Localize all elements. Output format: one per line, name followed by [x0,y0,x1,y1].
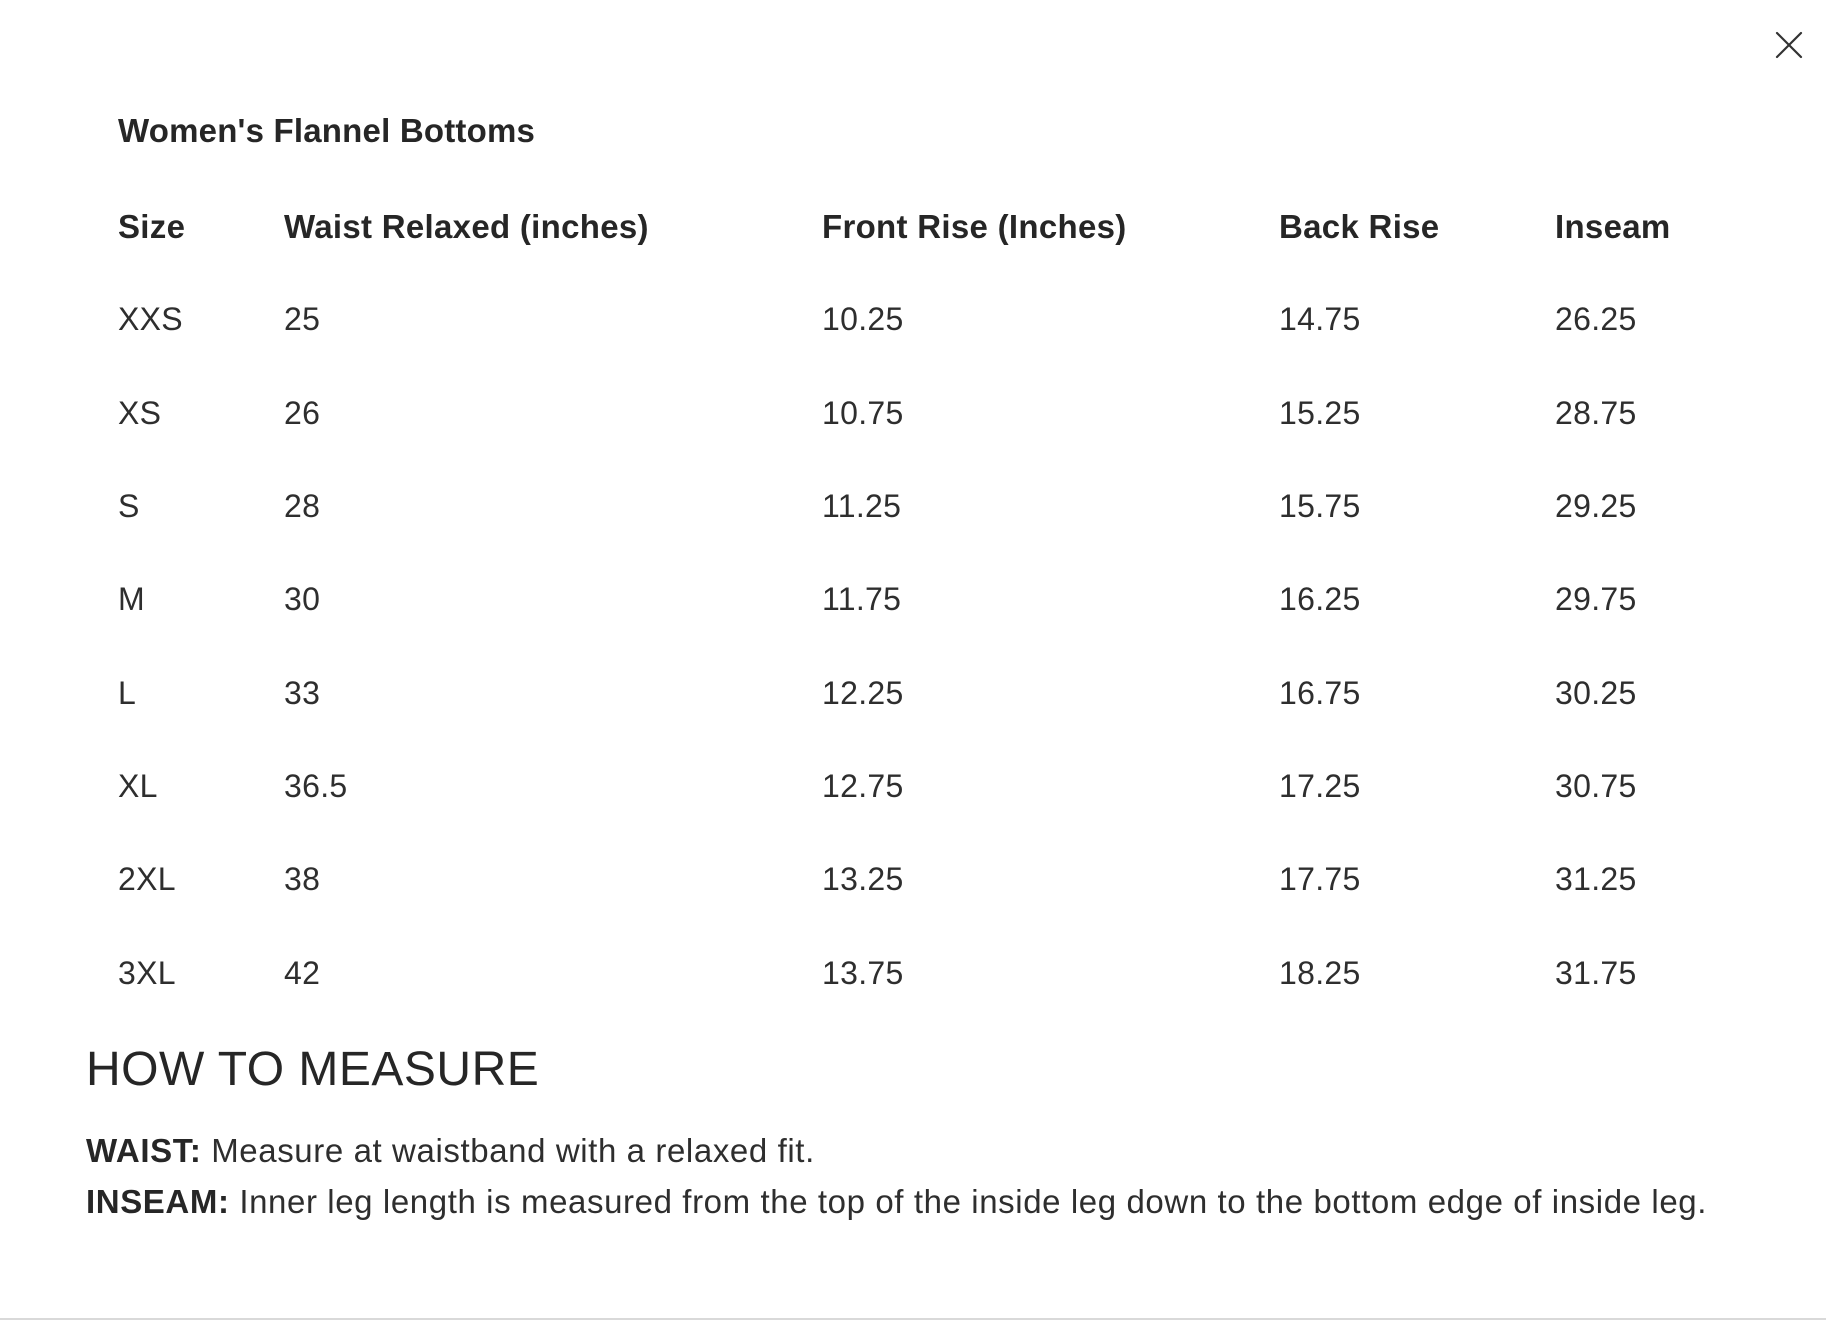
table-row [118,833,1728,926]
cell-waist: 25 [284,301,321,338]
measure-text-waist: Measure at waistband with a relaxed fit. [201,1132,815,1169]
measure-text-inseam: Inner leg length is measured from the top of the inside leg down to the bottom edge of inside leg. [229,1183,1707,1220]
cell-size: M [118,581,145,618]
cell-front-rise: 12.25 [822,674,904,711]
header-size: Size [118,207,186,245]
size-table [118,180,1728,1020]
table-header-row [118,180,1728,273]
cell-waist: 30 [284,581,321,618]
cell-inseam: 26.25 [1555,301,1637,338]
table-row [118,926,1728,1019]
table-row [118,553,1728,646]
measure-instruction-waist [86,1125,1786,1176]
header-back-rise: Back Rise [1279,207,1440,245]
measure-instruction-inseam [86,1176,1786,1227]
cell-waist: 26 [284,394,321,431]
table-row [118,460,1728,553]
close-button[interactable] [1768,24,1810,66]
table-row [118,273,1728,366]
cell-back-rise: 16.25 [1279,581,1361,618]
header-front-rise: Front Rise (Inches) [822,207,1127,245]
cell-inseam: 31.75 [1555,954,1637,991]
cell-front-rise: 11.75 [822,581,902,618]
cell-inseam: 29.75 [1555,581,1637,618]
how-to-measure-heading: HOW TO MEASURE [86,1043,540,1096]
cell-size: XL [118,767,158,804]
measure-term-waist: WAIST: [86,1132,202,1169]
cell-size: 3XL [118,954,176,991]
cell-waist: 36.5 [284,767,348,804]
cell-size: L [118,674,137,711]
cell-front-rise: 12.75 [822,767,904,804]
cell-back-rise: 18.25 [1279,954,1361,991]
cell-front-rise: 10.25 [822,301,904,338]
table-row [118,646,1728,739]
cell-back-rise: 16.75 [1279,674,1361,711]
cell-inseam: 29.25 [1555,488,1637,525]
cell-front-rise: 13.25 [822,861,904,898]
table-row [118,367,1728,460]
cell-inseam: 30.75 [1555,767,1637,804]
cell-waist: 38 [284,861,321,898]
table-row [118,740,1728,833]
cell-front-rise: 11.25 [822,488,902,525]
cell-back-rise: 15.75 [1279,488,1361,525]
cell-inseam: 30.25 [1555,674,1637,711]
cell-size: 2XL [118,861,176,898]
cell-size: XXS [118,301,183,338]
header-inseam: Inseam [1555,207,1671,245]
cell-waist: 42 [284,954,321,991]
cell-size: S [118,488,140,525]
cell-size: XS [118,394,162,431]
cell-front-rise: 13.75 [822,954,904,991]
cell-back-rise: 14.75 [1279,301,1361,338]
cell-inseam: 31.25 [1555,861,1637,898]
how-to-measure-section [86,1042,1786,1227]
cell-inseam: 28.75 [1555,394,1637,431]
header-waist: Waist Relaxed (inches) [284,207,649,245]
cell-back-rise: 17.75 [1279,861,1361,898]
size-chart-title: Women's Flannel Bottoms [118,112,536,149]
cell-back-rise: 17.25 [1279,767,1361,804]
cell-front-rise: 10.75 [822,394,904,431]
cell-waist: 33 [284,674,321,711]
close-icon [1775,31,1803,59]
measure-term-inseam: INSEAM: [86,1183,230,1220]
cell-waist: 28 [284,488,321,525]
cell-back-rise: 15.25 [1279,394,1361,431]
